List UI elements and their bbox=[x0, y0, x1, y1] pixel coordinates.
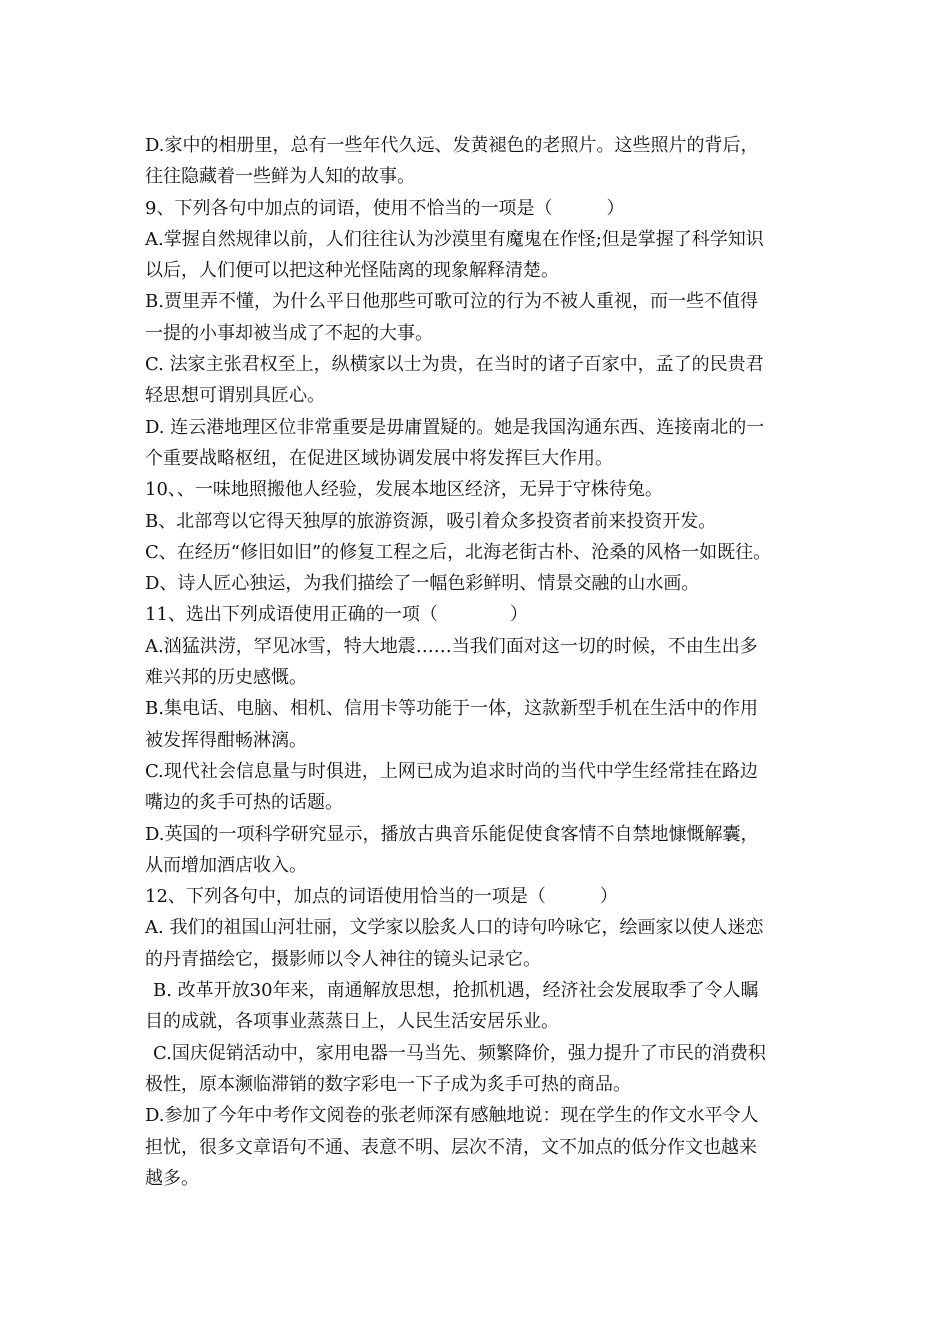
text-line: D.英国的一项科学研究显示，播放古典音乐能促使食客情不自禁地慷慨解囊， bbox=[145, 823, 759, 845]
text-line: 越多。 bbox=[145, 1167, 199, 1189]
text-line: 目的成就，各项事业蒸蒸日上，人民生活安居乐业。 bbox=[145, 1011, 559, 1033]
text-line: 轻思想可谓别具匠心。 bbox=[145, 385, 325, 407]
text-line: C、在经历“修旧如旧”的修复工程之后，北海老街古朴、沧桑的风格一如既往。 bbox=[145, 541, 772, 563]
text-line: 往往隐藏着一些鲜为人知的故事。 bbox=[145, 166, 415, 188]
text-line: 担忧，很多文章语句不通、表意不明、层次不清，文不加点的低分作文也越来 bbox=[145, 1136, 757, 1158]
text-line: D.家中的相册里，总有一些年代久远、发黄褪色的老照片。这些照片的背后， bbox=[145, 135, 759, 156]
text-line: 的丹青描绘它，摄影师以令人神往的镜头记录它。 bbox=[145, 948, 541, 970]
question-9-stem: 9、下列各句中加点的词语，使用不恰当的一项是（ ） bbox=[145, 197, 625, 219]
text-line: B. 改革开放30年来，南通解放思想，抢抓机遇，经济社会发展取季了令人瞩 bbox=[153, 980, 759, 1002]
text-line: D. 连云港地理区位非常重要是毋庸置疑的。她是我国沟通东西、连接南北的一 bbox=[145, 416, 765, 438]
text-line: 被发挥得酣畅淋漓。 bbox=[145, 729, 307, 751]
text-line: A.掌握自然规律以前，人们往往认为沙漠里有魔鬼在作怪;但是掌握了科学知识 bbox=[145, 228, 764, 250]
text-line: C.国庆促销活动中，家用电器一马当先、频繁降价，强力提升了市民的消费积 bbox=[153, 1042, 766, 1064]
document-body bbox=[145, 130, 835, 1194]
text-line: B.贾里弄不懂，为什么平日他那些可歌可泣的行为不被人重视，而一些不值得 bbox=[145, 291, 758, 313]
text-line: 从而增加酒店收入。 bbox=[145, 854, 307, 876]
question-10-stem: 10、、一味地照搬他人经验，发展本地区经济，无异于守株待兔。 bbox=[145, 479, 663, 501]
question-11-stem: 11、选出下列成语使用正确的一项（ ） bbox=[145, 604, 528, 626]
text-line: C. 法家主张君权至上，纵横家以士为贵，在当时的诸子百家中，孟了的民贵君 bbox=[145, 354, 764, 376]
text-line: C.现代社会信息量与时俱进，上网已成为追求时尚的当代中学生经常挂在路边 bbox=[145, 760, 758, 782]
text-line: D.参加了今年中考作文阅卷的张老师深有感触地说：现在学生的作文水平令人 bbox=[145, 1105, 759, 1127]
text-line: B.集电话、电脑、相机、信用卡等功能于一体，这款新型手机在生活中的作用 bbox=[145, 698, 758, 720]
text-line: A.汹猛洪涝，罕见冰雪，特大地震……当我们面对这一切的时候，不由生出多 bbox=[145, 635, 758, 657]
text-line: 嘴边的炙手可热的话题。 bbox=[145, 792, 343, 814]
text-line: D、诗人匠心独运，为我们描绘了一幅色彩鲜明、情景交融的山水画。 bbox=[145, 573, 700, 595]
text-line: 难兴邦的历史感慨。 bbox=[145, 667, 307, 689]
text-line: A. 我们的祖国山河壮丽，文学家以脍炙人口的诗句吟咏它，绘画家以使人迷恋 bbox=[145, 917, 764, 939]
text-line: 极性，原本濒临滞销的数字彩电一下子成为炙手可热的商品。 bbox=[145, 1073, 631, 1095]
text-line: 以后，人们便可以把这种光怪陆离的现象解释清楚。 bbox=[145, 260, 559, 282]
question-12-stem: 12、下列各句中，加点的词语使用恰当的一项是（ ） bbox=[145, 886, 618, 908]
text-line: 一提的小事却被当成了不起的大事。 bbox=[145, 322, 433, 344]
text-line: 个重要战略枢纽，在促进区域协调发展中将发挥巨大作用。 bbox=[145, 447, 613, 469]
text-line: B、北部弯以它得天独厚的旅游资源，吸引着众多投资者前来投资开发。 bbox=[145, 510, 717, 532]
